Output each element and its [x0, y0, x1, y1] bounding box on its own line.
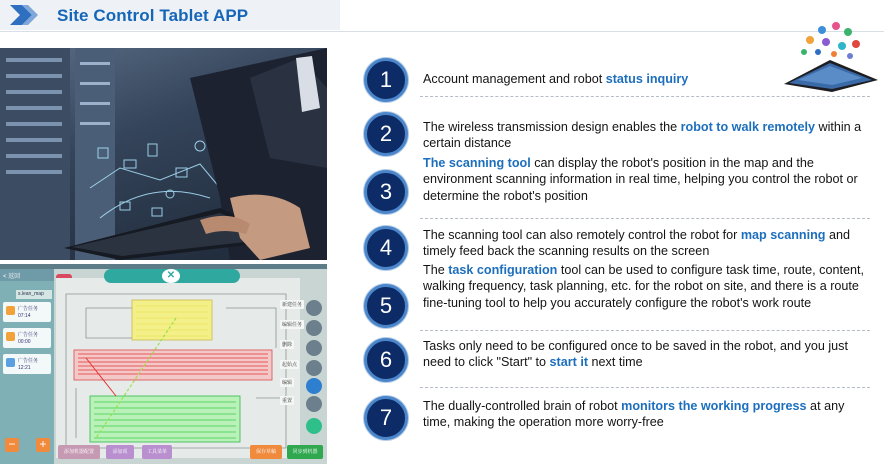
number-badge	[364, 170, 408, 214]
task-name: 广告任务	[18, 332, 39, 338]
feature-text	[423, 71, 871, 87]
feature-text	[423, 155, 871, 204]
app-floating-toolbar	[104, 269, 240, 283]
feature-text-part: next time	[588, 355, 643, 370]
app-map-tab[interactable]: s.lean_map	[16, 290, 52, 299]
dashed-divider	[420, 218, 870, 219]
feature-highlight: status inquiry	[605, 72, 689, 86]
feature-highlight: The scanning tool	[423, 156, 531, 170]
app-action-label[interactable]: 编辑任务	[282, 322, 303, 328]
close-icon[interactable]: ✕	[162, 269, 180, 283]
number-badge-label: 4	[379, 235, 393, 260]
task-time: 07:14	[18, 313, 31, 319]
number-badge	[364, 112, 408, 156]
task-name: 广告任务	[18, 306, 39, 312]
number-badge-label: 7	[379, 405, 393, 430]
task-time: 00:00	[18, 339, 31, 345]
app-bottom-button[interactable]: 添加机器配置	[58, 445, 100, 459]
feature-text-part: within a certain distance	[423, 120, 862, 151]
app-tool-column	[300, 278, 327, 438]
number-badge-label: 5	[379, 293, 393, 318]
feature-text-part: at any time, making the operation more worry-free	[423, 399, 845, 430]
feature-text-part: The	[423, 263, 449, 277]
feature-highlight: map scanning	[740, 228, 826, 242]
feature-list	[360, 50, 880, 464]
feature-text	[423, 119, 871, 152]
app-action-label[interactable]: 删除	[282, 342, 293, 348]
feature-highlight: task configuration	[448, 263, 558, 277]
feature-highlight: start it	[549, 355, 589, 370]
dashed-divider	[420, 387, 870, 388]
feature-text-part: The wireless transmission design enables the	[423, 120, 681, 134]
number-badge-label: 6	[379, 347, 393, 372]
app-screenshot	[0, 264, 327, 464]
task-chip-icon	[6, 358, 15, 367]
app-bottom-button[interactable]: 工具菜单	[142, 445, 172, 459]
app-action-label[interactable]: 起始点	[282, 362, 298, 368]
app-action-label[interactable]: 新建任务	[282, 302, 303, 308]
feature-text	[423, 227, 871, 260]
hero-photo	[0, 48, 327, 260]
app-add-button[interactable]: +	[36, 438, 50, 452]
number-badge	[364, 226, 408, 270]
feature-text-part: and timely feed back the scanning results on the screen	[423, 228, 851, 259]
app-task-card[interactable]	[3, 302, 51, 322]
app-bottom-button[interactable]: 添加项	[106, 445, 134, 459]
feature-text	[423, 398, 871, 431]
tool-button[interactable]	[306, 320, 322, 336]
feature-text-part: Account management and robot	[423, 72, 606, 86]
number-badge	[364, 396, 408, 440]
feature-text	[423, 338, 871, 371]
feature-highlight: monitors the working progress	[621, 399, 807, 413]
number-badge-label: 2	[379, 121, 393, 146]
feature-text-part: The dually-controlled brain of robot	[423, 399, 622, 413]
feature-text-part: Tasks only need to be configured once to be saved in the robot, and you just need to click "Start" to	[423, 339, 848, 370]
feature-highlight: robot to walk remotely	[680, 120, 815, 134]
task-chip-icon	[6, 332, 15, 341]
feature-text-part: The scanning tool can also remotely control the robot for	[423, 228, 741, 242]
feature-text-part: can display the robot's position in the map and the environment scanning information in real time, helping you control the robot or determine the robot's position	[423, 156, 858, 203]
chevron-right-icon	[8, 3, 42, 27]
number-badge	[364, 58, 408, 102]
tool-button[interactable]	[306, 340, 322, 356]
app-task-card[interactable]	[3, 328, 51, 348]
header-divider	[0, 31, 884, 32]
app-map-canvas[interactable]	[56, 278, 300, 458]
app-action-label[interactable]: 编辑	[282, 380, 293, 386]
page-title: Site Control Tablet APP	[57, 6, 249, 25]
app-remove-button[interactable]: −	[5, 438, 19, 452]
tool-button[interactable]	[306, 300, 322, 316]
task-time: 12:21	[18, 365, 31, 371]
feature-text	[423, 262, 871, 311]
close-tool-button[interactable]	[306, 418, 322, 434]
map-drawing	[56, 278, 300, 458]
feature-text-part: tool can be used to configure task time, route, content, walking frequency, task planning, etc. for the robot on site, and there is a route fine-tuning tool to help you accurately configure the robot's work route	[423, 263, 864, 310]
app-action-label[interactable]: 重置	[282, 398, 293, 404]
app-bottom-button[interactable]: 保存草稿	[250, 445, 282, 459]
location-icon[interactable]	[306, 360, 322, 376]
app-bottom-button[interactable]: 同步到机器	[287, 445, 323, 459]
tool-button[interactable]	[306, 396, 322, 412]
app-task-card[interactable]	[3, 354, 51, 374]
task-name: 广告任务	[18, 358, 39, 364]
tablet-hand-illustration	[0, 48, 327, 260]
number-badge-label: 3	[379, 179, 393, 204]
dashed-divider	[420, 96, 870, 97]
task-chip-icon	[6, 306, 15, 315]
dashed-divider	[420, 330, 870, 331]
edit-icon[interactable]	[306, 378, 322, 394]
number-badge	[364, 284, 408, 328]
number-badge	[364, 338, 408, 382]
number-badge-label: 1	[379, 67, 393, 92]
app-back-link[interactable]: < 返回	[0, 269, 54, 281]
page-header	[0, 0, 884, 34]
